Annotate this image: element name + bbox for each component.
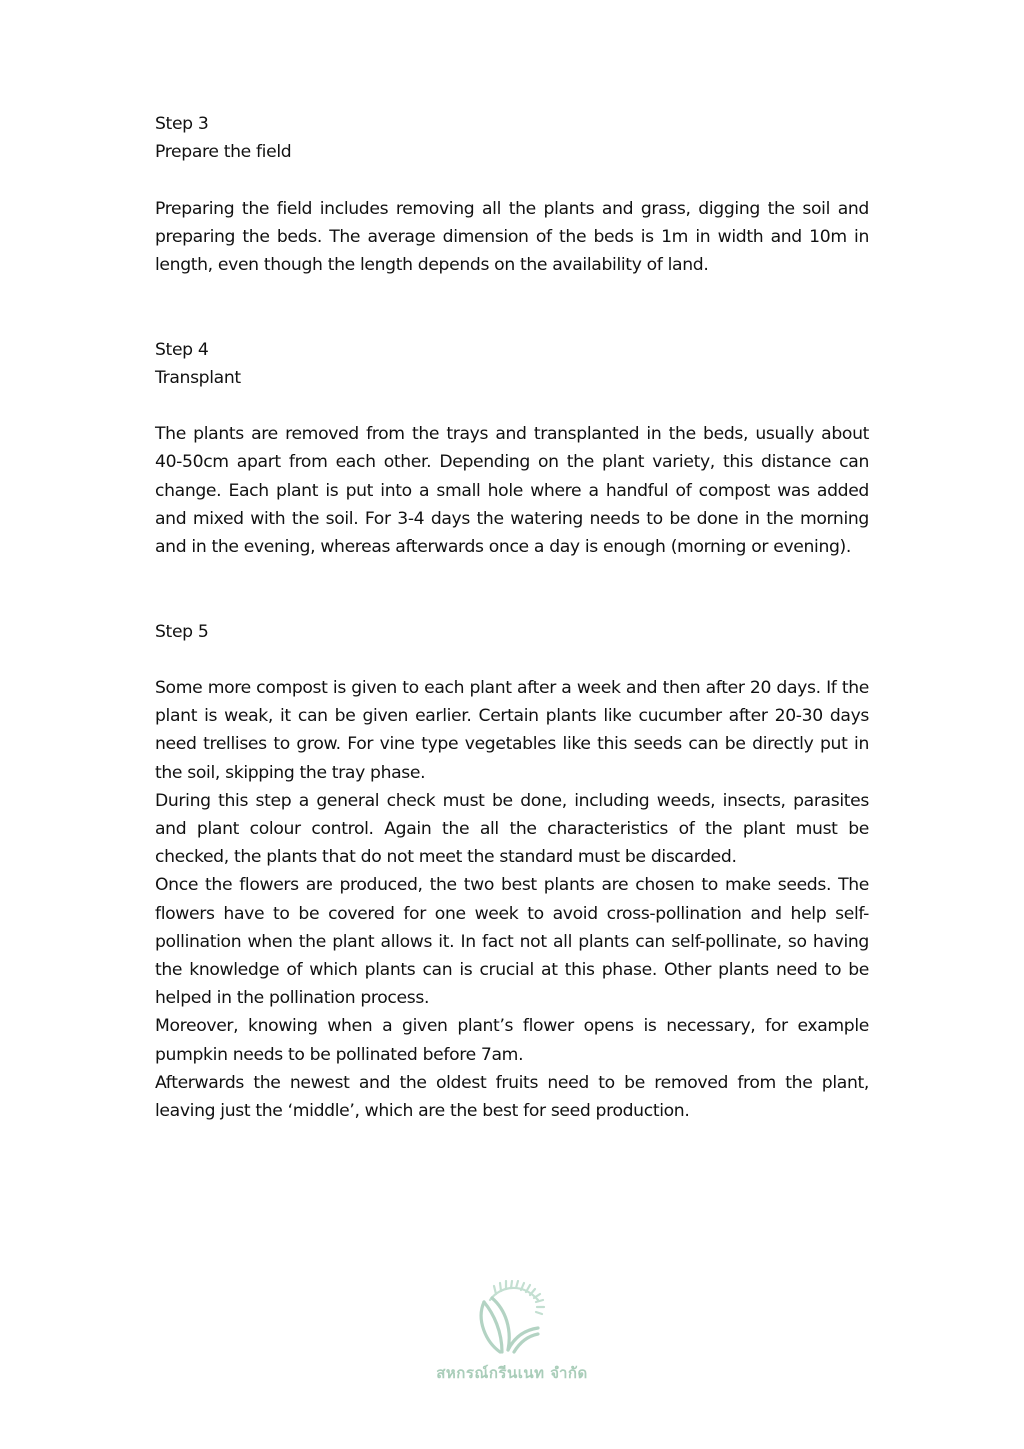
- paragraph: Afterwards the newest and the oldest fruits need to be removed from the plant, leaving just the ‘middle’, which are the best for seed production.: [155, 1072, 869, 1121]
- paragraph: Some more compost is given to each plant after a week and then after 20 days. If the plant is weak, it can be given earlier. Certain plants like cucumber after 20-30 days need trellises to grow. For vine type vegetables like this seeds can be directly put in the soil, skipping the tray phase.: [155, 677, 869, 783]
- step-subtitle: Transplant: [155, 367, 241, 388]
- step-subtitle: Prepare the field: [155, 142, 292, 163]
- plant-stalk-logo-icon: [472, 1280, 552, 1355]
- step-heading: Step 4: [155, 339, 209, 360]
- step-3-section: [155, 110, 869, 279]
- grain-head: [490, 1281, 544, 1314]
- paragraph: The plants are removed from the trays and transplanted in the beds, usually about 40-50cm apart from each other. Depending on the plant variety, this distance can change. Each plant is put into a small hole where a handful of compost was added and mixed with the soil. For 3-4 days the watering needs to be done in the morning and in the evening, whereas afterwards once a day is enough (morning or evening).: [155, 424, 869, 557]
- paragraph: Moreover, knowing when a given plant’s flower opens is necessary, for example pumpkin needs to be pollinated before 7am.: [155, 1016, 869, 1065]
- step-heading: Step 3: [155, 114, 209, 134]
- organization-name: สหกรณ์กรีนเนท จำกัด: [436, 1364, 588, 1382]
- paragraph: Once the flowers are produced, the two best plants are chosen to make seeds. The flowers have to be covered for one week to avoid cross-pollination and help self-pollination when the plant allows it. In fact not all plants can self-pollinate, so having the knowledge of which plants can is crucial at this phase. Other plants need to be helped in the pollination process.: [155, 875, 869, 1009]
- leaves: [481, 1298, 538, 1352]
- step-4-section: [155, 336, 869, 562]
- step-heading: Step 5: [155, 621, 209, 642]
- step-5-section: [155, 618, 869, 1126]
- paragraph: Preparing the field includes removing all the plants and grass, digging the soil and preparing the beds. The average dimension of the beds is 1m in width and 10m in length, even though the length depends on the availability of land.: [155, 198, 869, 275]
- document-body: [155, 110, 869, 1125]
- footer-logo: [0, 1280, 1024, 1385]
- paragraph: During this step a general check must be done, including weeds, insects, parasites and plant colour control. Again the all the characteristics of the plant must be checked, the plants that do not meet the standard must be discarded.: [155, 790, 869, 868]
